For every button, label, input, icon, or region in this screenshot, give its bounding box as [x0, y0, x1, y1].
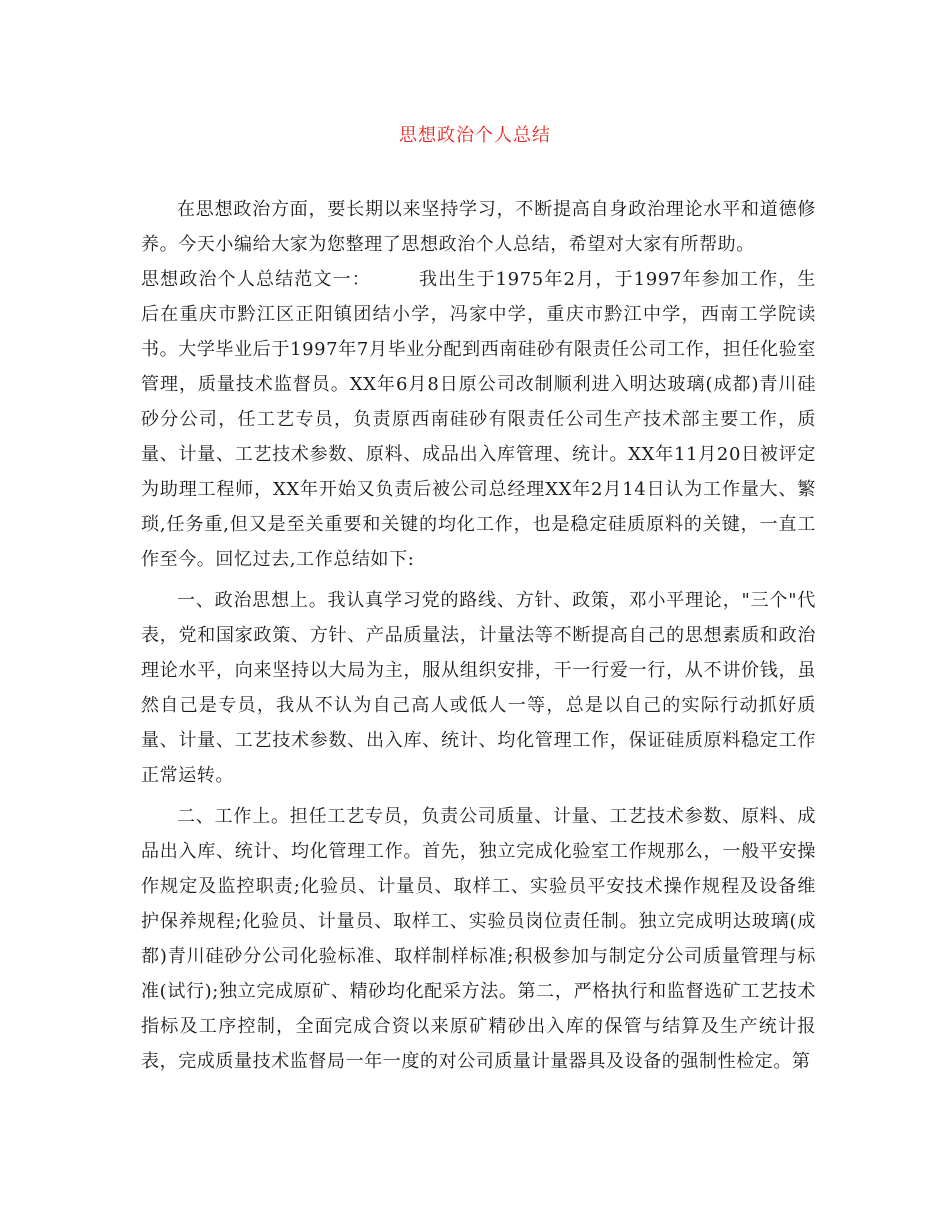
intro-paragraph: 在思想政治方面，要长期以来坚持学习，不断提高自身政治理论水平和道德修养。今天小编给大家为您整理了思想政治个人总结，希望对大家有所帮助。 — [141, 199, 816, 255]
sample-heading: 思想政治个人总结范文一： — [141, 269, 371, 290]
document-title: 思想政治个人总结 — [399, 125, 551, 146]
section-work: 二、工作上。担任工艺专员，负责公司质量、计量、工艺技术参数、原料、成品出入库、统计、均化管理工作。首先，独立完成化验室工作规那么，一般平安操作规定及监控职责;化验员、计量员、取样工、实验员平安技术操作规程及设备维护保养规程;化验员、计量员、取样工、实验员岗位责任制。独立完成明达玻璃(成都)青川硅砂分公司化验标准、取样制样标准;积极参加与制定分公司质量管理与标准(试行);独立完成原矿、精砂均化配采方法。第二，严格执行和监督选矿工艺技术指标及工序控制，全面完成合资以来原矿精砂出入库的保管与结算及生产统计报表，完成质量技术监督局一年一度的对公司质量计量器具及设备的强制性检定。第 — [141, 806, 816, 1072]
sample-paragraph — [141, 262, 816, 577]
document-body — [141, 192, 816, 1079]
sample-body: 我出生于1975年2月，于1997年参加工作，生后在重庆市黔江区正阳镇团结小学，冯家中学，重庆市黔江中学，西南工学院读书。大学毕业后于1997年7月毕业分配到西南硅砂有限责任公司工作，担任化验室管理，质量技术监督员。XX年6月8日原公司改制顺利进入明达玻璃(成都)青川硅砂分公司，任工艺专员，负责原西南硅砂有限责任公司生产技术部主要工作，质量、计量、工艺技术参数、原料、成品出入库管理、统计。XX年11月20日被评定为助理工程师，XX年开始又负责后被公司总经理XX年2月14日认为工作量大、繁琐,任务重,但又是至关重要和关键的均化工作，也是稳定硅质原料的关键，一直工作至今。回忆过去,工作总结如下: — [141, 269, 817, 570]
section-political: 一、政治思想上。我认真学习党的路线、方针、政策，邓小平理论，"三个"代表，党和国家政策、方针、产品质量法，计量法等不断提高自己的思想素质和政治理论水平，向来坚持以大局为主，服从组织安排，干一行爱一行，从不讲价钱，虽然自己是专员，我从不认为自己高人或低人一等，总是以自己的实际行动抓好质量、计量、工艺技术参数、出入库、统计、均化管理工作，保证硅质原料稳定工作正常运转。 — [141, 590, 816, 786]
